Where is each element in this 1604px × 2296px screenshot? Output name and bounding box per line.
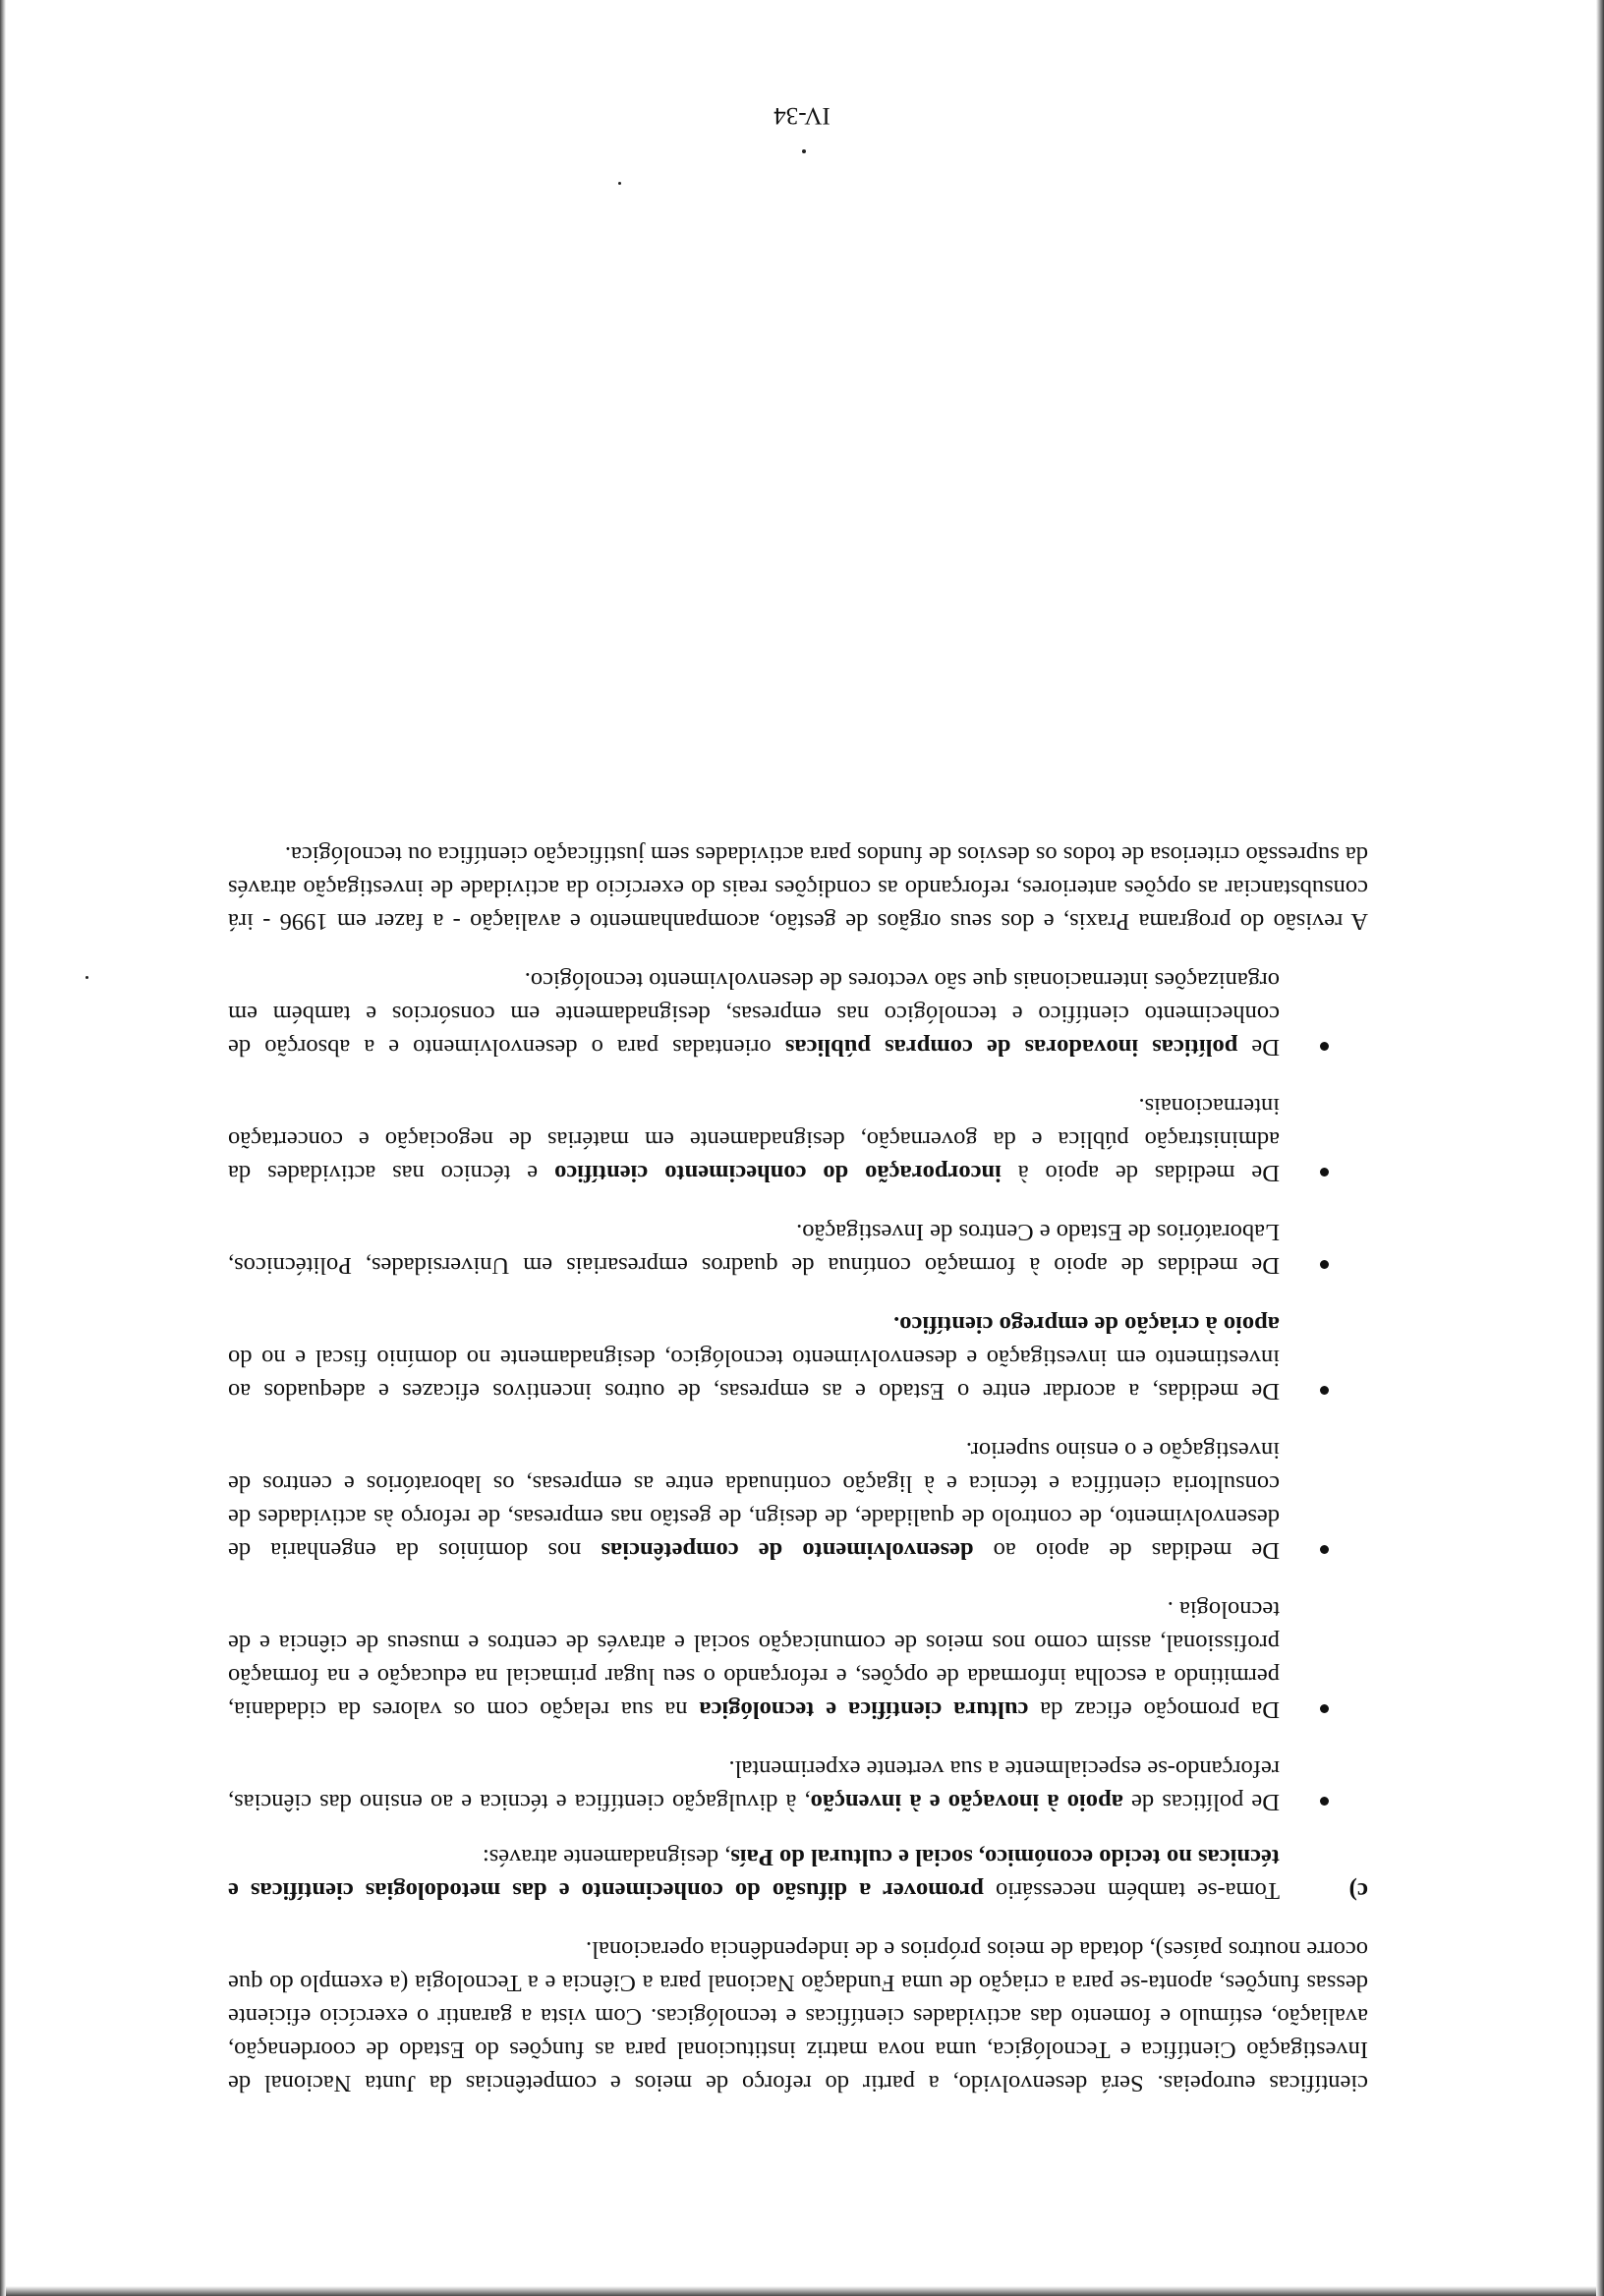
bullet-icon — [1320, 1386, 1329, 1395]
bullet-icon — [1320, 1260, 1329, 1269]
list-item-text: , à divulgação científica e técnica e ao ensino das ciências, reforçando-se especialmente a sua vertente experimental. — [227, 1755, 1280, 1815]
bullet-icon — [1320, 1704, 1329, 1713]
list-item-bold: desenvolvimento de competências — [601, 1537, 974, 1564]
list-item-text: De medidas de apoio à — [1001, 1160, 1280, 1186]
document-body — [228, 837, 1368, 2099]
scan-speck — [802, 149, 806, 153]
list-item — [228, 1307, 1280, 1407]
spacer — [228, 1907, 1368, 1932]
bullet-icon — [1320, 1797, 1329, 1806]
list-item — [228, 1089, 1280, 1189]
list-item-text: De medidas de apoio à formação contínua de quadros empresariais em Universidades, Politécnicos, Laboratórios de Estado e Centros de Investigação. — [228, 1219, 1280, 1279]
item-c — [228, 1840, 1368, 1907]
list-item — [228, 1433, 1280, 1567]
top-paragraph: científicas europeias. Será desenvolvido, a partir do reforço de meios e competências da Junta Nacional de Investigação Científica e Tecnológica, uma nova matriz institucional para as funções do Estado de coordenação, avaliação, estímulo e fomento das actividades científicas e tecnológicas. Com vista a garantir o exercício eficiente dessas funções, aponta-se para a criação de uma Fundação Nacional para a Ciência e a Tecnologia (a exemplo do que ocorre noutros países), dotada de meios próprios e de independência operacional. — [228, 1936, 1368, 2096]
scan-edge — [1596, 0, 1604, 2296]
list-item-text: Da promoção eficaz da — [1028, 1696, 1280, 1723]
list-item-bold: apoio à inovação e à invenção — [810, 1789, 1123, 1815]
item-c-bold: promover a difusão do conhecimento e das metodologias científicas e técnicas no tecido económico, social e cultural do País — [228, 1844, 1280, 1904]
list-item — [228, 1215, 1280, 1282]
list-item-text: e técnico nas actividades da administração pública e da governação, designadamente em matérias de negociação e concertação internacionais. — [228, 1093, 1280, 1186]
bullet-list — [228, 963, 1368, 1818]
scan-edge — [0, 0, 6, 2296]
list-item-bold: incorporação do conhecimento científico — [554, 1160, 1002, 1186]
list-item-text: nos domínios da engenharia de desenvolvimento, de controlo de qualidade, de design, de gestão nas empresas, de reforço às actividades de consultoria científica e técnica e à ligação continuada entre as empresas, os laboratórios e centros de investigação e o ensino superior. — [228, 1437, 1280, 1564]
list-item-bold: apoio à criação de emprego científico. — [893, 1311, 1280, 1338]
scan-speck — [86, 976, 88, 979]
list-item — [228, 963, 1280, 1063]
bullet-icon — [1320, 1545, 1329, 1554]
scan-speck — [618, 182, 621, 185]
scan-edge — [0, 2286, 1604, 2296]
list-item — [228, 1751, 1280, 1818]
page-number: IV-34 — [773, 102, 831, 129]
list-item-text: De — [1237, 1034, 1280, 1061]
list-item-text: De medidas de apoio ao — [973, 1537, 1280, 1564]
item-c-text: , designadamente através: — [482, 1844, 731, 1870]
bullet-icon — [1320, 1168, 1329, 1177]
list-item-bold: cultura científica e tecnológica — [699, 1696, 1029, 1723]
list-item-text: orientadas para o desenvolvimento e a absorção de conhecimento científico e tecnológico nas empresas, designadamente em consórcios e também em organizações internacionais que são vectores de desenvolvimento tecnológico. — [228, 967, 1280, 1061]
closing-paragraph: A revisão do programa Praxis, e dos seus orgãos de gestão, acompanhamento e avaliação - a fazer em 1996 - irá consubstanciar as opções anteriores, reforçando as condições reais do exercício da actividade de investigação através da supressão criteriosa de todos os desvios de fundos para actividades sem justificação científica ou tecnológica. — [228, 841, 1368, 935]
list-item-text: De medidas, a acordar entre o Estado e as empresas, de outros incentivos eficazes e adequados ao investimento em investigação e desenvolvimento tecnológico, designadamente no domínio fiscal e no do — [228, 1345, 1280, 1405]
list-item-text: na sua relação com os valores da cidadania, permitindo a escolha informada de opções, e reforçando o seu lugar primacial na educação e na formação profissional, assim como nos meios de comunicação social e através de centros e museus de ciência e de tecnologia . — [228, 1596, 1280, 1723]
list-item — [228, 1592, 1280, 1726]
list-item-text: De políticas de — [1122, 1789, 1280, 1815]
bullet-icon — [1320, 1042, 1329, 1051]
list-item-bold: políticas inovadoras de compras públicas — [784, 1034, 1238, 1061]
item-c-text: Toma-se também necessário — [983, 1877, 1280, 1904]
item-c-label: c) — [1348, 1877, 1368, 1904]
